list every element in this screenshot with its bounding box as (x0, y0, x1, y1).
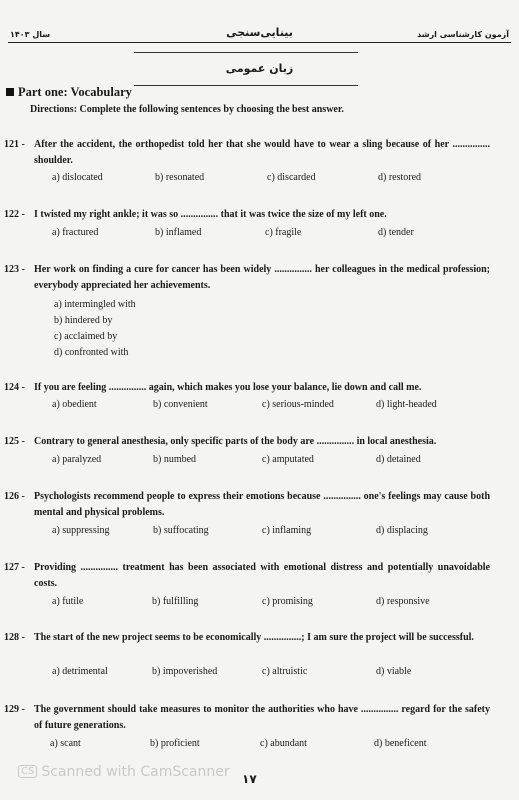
header-divider (8, 42, 511, 43)
option-b[interactable]: b) suffocating (153, 525, 209, 536)
option-a[interactable]: a) obedient (52, 399, 97, 410)
option-d[interactable]: d) restored (378, 172, 422, 183)
question-stem: After the accident, the orthopedist told her that she would have to wear a sling because of her ............... shoulder. (34, 139, 490, 166)
question-123 (4, 262, 490, 294)
option-a[interactable]: a) intermingled with (54, 299, 136, 310)
option-b[interactable]: b) resonated (155, 172, 205, 183)
question-number: 121 - (4, 139, 25, 150)
question-number: 126 - (4, 491, 25, 502)
option-a[interactable]: a) suppressing (52, 525, 110, 536)
question-number: 125 - (4, 436, 25, 447)
directions: Directions: Complete the following sentences by choosing the best answer. (30, 104, 344, 115)
scanner-text: Scanned with CamScanner (41, 764, 230, 780)
option-a[interactable]: a) fractured (52, 227, 99, 238)
option-c[interactable]: c) amputated (262, 454, 314, 465)
question-number: 122 - (4, 209, 25, 220)
option-b[interactable]: b) hindered by (54, 315, 113, 326)
page-number: ۱۷ (242, 772, 257, 786)
option-c[interactable]: c) altruistic (262, 666, 308, 677)
option-b[interactable]: b) proficient (150, 738, 200, 749)
part-title-text: Part one: Vocabulary (18, 85, 132, 99)
option-a[interactable]: a) futile (52, 596, 84, 607)
option-d[interactable]: d) tender (378, 227, 414, 238)
option-b[interactable]: b) convenient (153, 399, 208, 410)
option-b[interactable]: b) numbed (153, 454, 197, 465)
question-121 (4, 137, 490, 169)
exam-name: آزمون کارشناسی ارشد (417, 30, 509, 39)
question-stem: Contrary to general anesthesia, only specific parts of the body are ............... in local anesthesia. (34, 436, 437, 447)
option-b[interactable]: b) inflamed (155, 227, 202, 238)
option-d[interactable]: d) viable (376, 666, 412, 677)
question-122 (4, 207, 490, 223)
page-header (0, 0, 519, 40)
option-a[interactable]: a) detrimental (52, 666, 108, 677)
option-d[interactable]: d) beneficent (374, 738, 427, 749)
option-d[interactable]: d) confronted with (54, 347, 129, 358)
option-c[interactable]: c) inflaming (262, 525, 312, 536)
question-number: 124 - (4, 382, 25, 393)
option-c[interactable]: c) acclaimed by (54, 331, 118, 342)
square-bullet-icon (6, 88, 14, 96)
question-stem: Her work on finding a cure for cancer has been widely ............... her colleagues in the medical profession; everybody appreciated her achievements. (34, 264, 490, 291)
section-title: زبان عمومی (225, 62, 294, 75)
option-c[interactable]: c) discarded (267, 172, 316, 183)
question-stem: Psychologists recommend people to express their emotions because ............... one's feelings may cause both mental and physical problems. (34, 491, 490, 518)
camscanner-logo-icon: CS (18, 765, 37, 778)
exam-year: سال ۱۴۰۳ (10, 30, 51, 39)
option-a[interactable]: a) dislocated (52, 172, 103, 183)
exam-subject: بینایی‌سنجی (226, 26, 293, 39)
option-b[interactable]: b) fulfilling (152, 596, 199, 607)
option-a[interactable]: a) scant (50, 738, 81, 749)
option-a[interactable]: a) paralyzed (52, 454, 102, 465)
scanner-watermark (18, 764, 230, 780)
question-number: 129 - (4, 704, 25, 715)
question-stem: If you are feeling ............... again, which makes you lose your balance, lie down and call me. (34, 382, 422, 393)
option-d[interactable]: d) responsive (376, 596, 430, 607)
option-c[interactable]: c) serious-minded (262, 399, 334, 410)
question-127 (4, 560, 490, 592)
question-number: 128 - (4, 632, 25, 643)
option-c[interactable]: c) fragile (265, 227, 302, 238)
question-number: 123 - (4, 264, 25, 275)
option-c[interactable]: c) promising (262, 596, 313, 607)
part-title (6, 85, 132, 100)
question-stem: The start of the new project seems to be economically ...............; I am sure the project will be successful. (34, 632, 474, 643)
question-stem: Providing ............... treatment has been associated with emotional distress and potentially unavoidable costs. (34, 562, 490, 589)
option-d[interactable]: d) displacing (376, 525, 428, 536)
option-c[interactable]: c) abundant (260, 738, 307, 749)
option-d[interactable]: d) detained (376, 454, 421, 465)
question-number: 127 - (4, 562, 25, 573)
question-124 (4, 380, 490, 396)
question-stem: I twisted my right ankle; it was so ............... that it was twice the size of my left one. (34, 209, 387, 220)
question-126 (4, 489, 490, 521)
question-129 (4, 702, 490, 734)
option-b[interactable]: b) impoverished (152, 666, 218, 677)
question-128 (4, 630, 490, 646)
question-stem: The government should take measures to monitor the authorities who have ............... regard for the safety of future generations. (34, 704, 490, 731)
option-d[interactable]: d) light-headed (376, 399, 437, 410)
question-125 (4, 434, 490, 450)
